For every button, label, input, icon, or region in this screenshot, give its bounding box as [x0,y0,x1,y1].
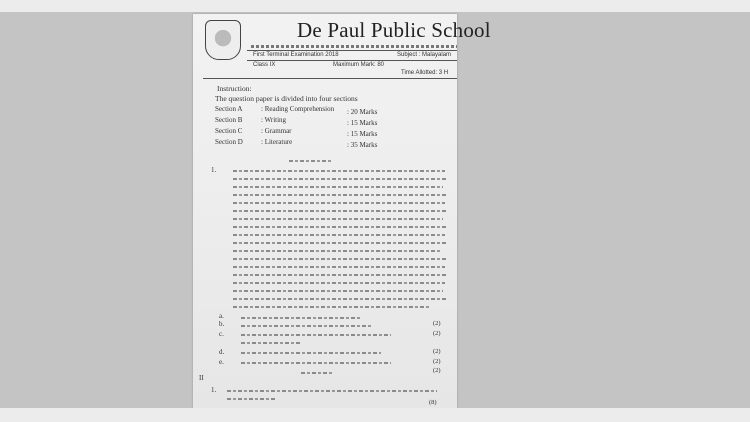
screen-bottom-band [0,408,750,422]
section-c-row: Section C : Grammar [215,127,292,135]
option-d-label: d. [219,348,225,356]
option-a-label: a. [219,312,224,320]
question-2-text-2 [227,398,277,400]
header-rule-bottom [203,78,457,79]
option-d-mark: (2) [433,358,441,365]
question-2-number: 1. [211,386,217,394]
header-rule-top [247,50,457,51]
exam-title: First Terminal Examination 2018 [253,52,339,58]
school-address-line [251,45,457,48]
header-rule-middle [247,60,457,61]
option-c-text-2 [241,342,301,344]
exam-paper [193,14,491,408]
exam-max-mark: Maximum Mark: 80 [333,62,385,68]
school-name: De Paul Public School [297,18,491,42]
section-c-marks: : 15 Marks [347,130,378,138]
section-b-row: Section B : Writing [215,116,287,124]
option-b-text [241,325,371,327]
option-c-mark: (2) [433,348,441,355]
section-heading-a [289,160,333,162]
section-a-marks: : 20 Marks [347,108,378,116]
option-e-label: e. [219,358,224,366]
option-b-label: b. [219,320,225,328]
question-1-number: 1. [211,166,217,174]
section-heading-b [301,372,333,374]
section-a-row: Section A : Reading Comprehension [215,105,335,113]
option-c-text-1 [241,334,391,336]
option-b-mark: (2) [433,330,441,337]
exam-time: Time Allotted: 3 H [401,70,449,76]
exam-class: Class IX [253,62,276,68]
question-2-mark: (8) [429,399,437,406]
school-crest-icon [205,20,241,60]
section-d-marks: : 35 Marks [347,141,378,149]
option-a-text [241,317,361,319]
section-b-marks: : 15 Marks [347,119,378,127]
option-e-extra-mark: (2) [433,367,441,374]
question-2-text-1 [227,390,437,392]
exam-subject: Subject : Malayalam [397,52,452,58]
instruction-label: Instruction: [217,84,252,93]
screen-top-band [0,0,750,12]
option-a-mark: (2) [433,320,441,327]
option-d-text [241,352,381,354]
option-e-text [241,362,391,364]
question-2-section-number: II [199,374,204,382]
option-c-label: c. [219,330,224,338]
section-d-row: Section D : Literature [215,138,293,146]
instruction-text: The question paper is divided into four sections [215,94,358,103]
